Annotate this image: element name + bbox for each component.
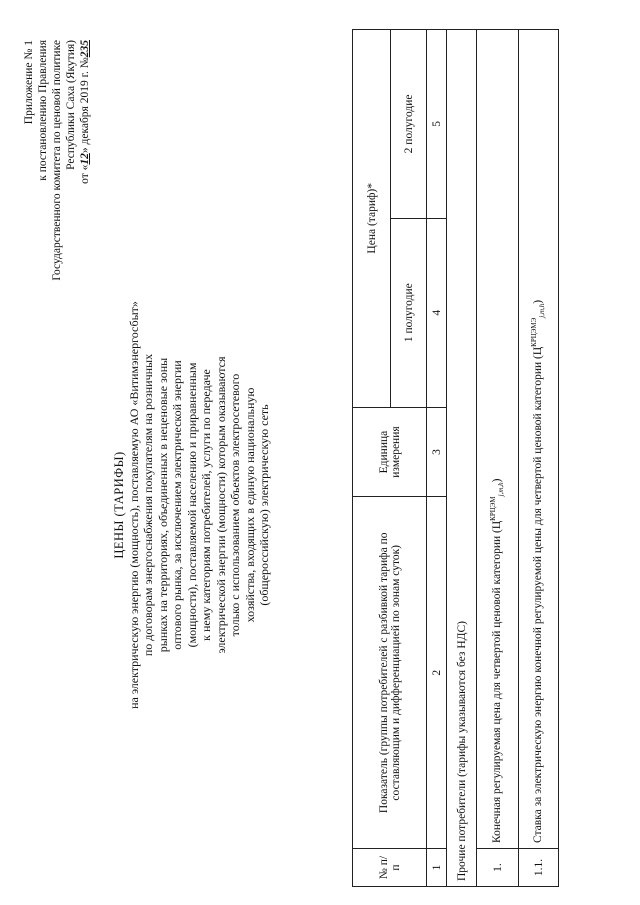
- row-number: 1.1.: [519, 849, 559, 887]
- row-indicator: Конечная регулируемая цена для четвертой ценовой категории $(Ц^{КРЦЭМ}_{j,m,h})$: [477, 30, 519, 849]
- tariff-table: [352, 29, 559, 887]
- appendix-header: [22, 40, 92, 281]
- title-main: ЦЕНЫ (ТАРИФЫ): [112, 451, 126, 559]
- col-header-half2: 2 полугодие: [391, 30, 427, 219]
- title-line: рынках на территориях, объединенных в неценовые зоны: [155, 357, 170, 653]
- section-title: Прочие потребители (тарифы указываются без НДС): [447, 30, 477, 887]
- title-line: только с использованием объектов электросетевого: [228, 373, 242, 637]
- handwritten-number: 235: [79, 40, 91, 58]
- col-header-unit: Единица измерения: [353, 407, 427, 497]
- row-indicator: Ставка за электрическую энергию конечной регулируемой цены для четвертой ценовой категории $(Ц^{КРЦЭМЭ}_{j,m,h})$: [519, 30, 559, 849]
- committee-name: Государственного комитета по ценовой политике: [51, 40, 63, 281]
- appendix-number: Приложение № 1: [23, 40, 35, 125]
- column-numbers-row: [427, 30, 447, 887]
- title-line: (общероссийскую) электрическую сеть: [257, 404, 271, 606]
- resolution-ref: к постановлению Правления: [37, 40, 49, 181]
- title-line: на электрическую энергию (мощность), поставляемую АО «Витимэнергосбыт»: [126, 301, 141, 709]
- table-row: [519, 30, 559, 887]
- section-row: [447, 30, 477, 887]
- table-header-row: [353, 30, 391, 887]
- col-header-half1: 1 полугодие: [391, 218, 427, 407]
- table-row: [477, 30, 519, 887]
- row-number: 1.: [477, 849, 519, 887]
- republic-name: Республики Саха (Якутия): [65, 40, 77, 170]
- title-line: (мощности), поставляемой населению и приравненным: [184, 362, 199, 648]
- title-line: электрической энергии (мощности) которым оказываются: [213, 356, 228, 654]
- col-header-number: № п/п: [353, 849, 427, 887]
- column-number: 2: [427, 497, 447, 849]
- title-line: по договорам энергоснабжения покупателям на розничных: [141, 353, 155, 657]
- resolution-date: от «12» декабря 2019 г. №235: [79, 40, 91, 184]
- document-title: [112, 225, 272, 785]
- title-line: хозяйства, входящих в единую национальную: [242, 387, 257, 623]
- handwritten-day: 12: [79, 153, 91, 165]
- column-number: 5: [427, 30, 447, 219]
- column-number: 4: [427, 218, 447, 407]
- title-line: к нему категориям потребителей, услуги по передаче: [199, 369, 213, 641]
- column-number: 3: [427, 407, 447, 497]
- column-number: 1: [427, 849, 447, 887]
- title-line: оптового рынка, за исключением электрической энергии: [170, 360, 184, 650]
- col-header-indicator: Показатель (группы потребителей с разбивкой тарифа по составляющим и дифференциацией по зонам суток): [353, 497, 427, 849]
- col-header-price: Цена (тариф)*: [353, 30, 391, 408]
